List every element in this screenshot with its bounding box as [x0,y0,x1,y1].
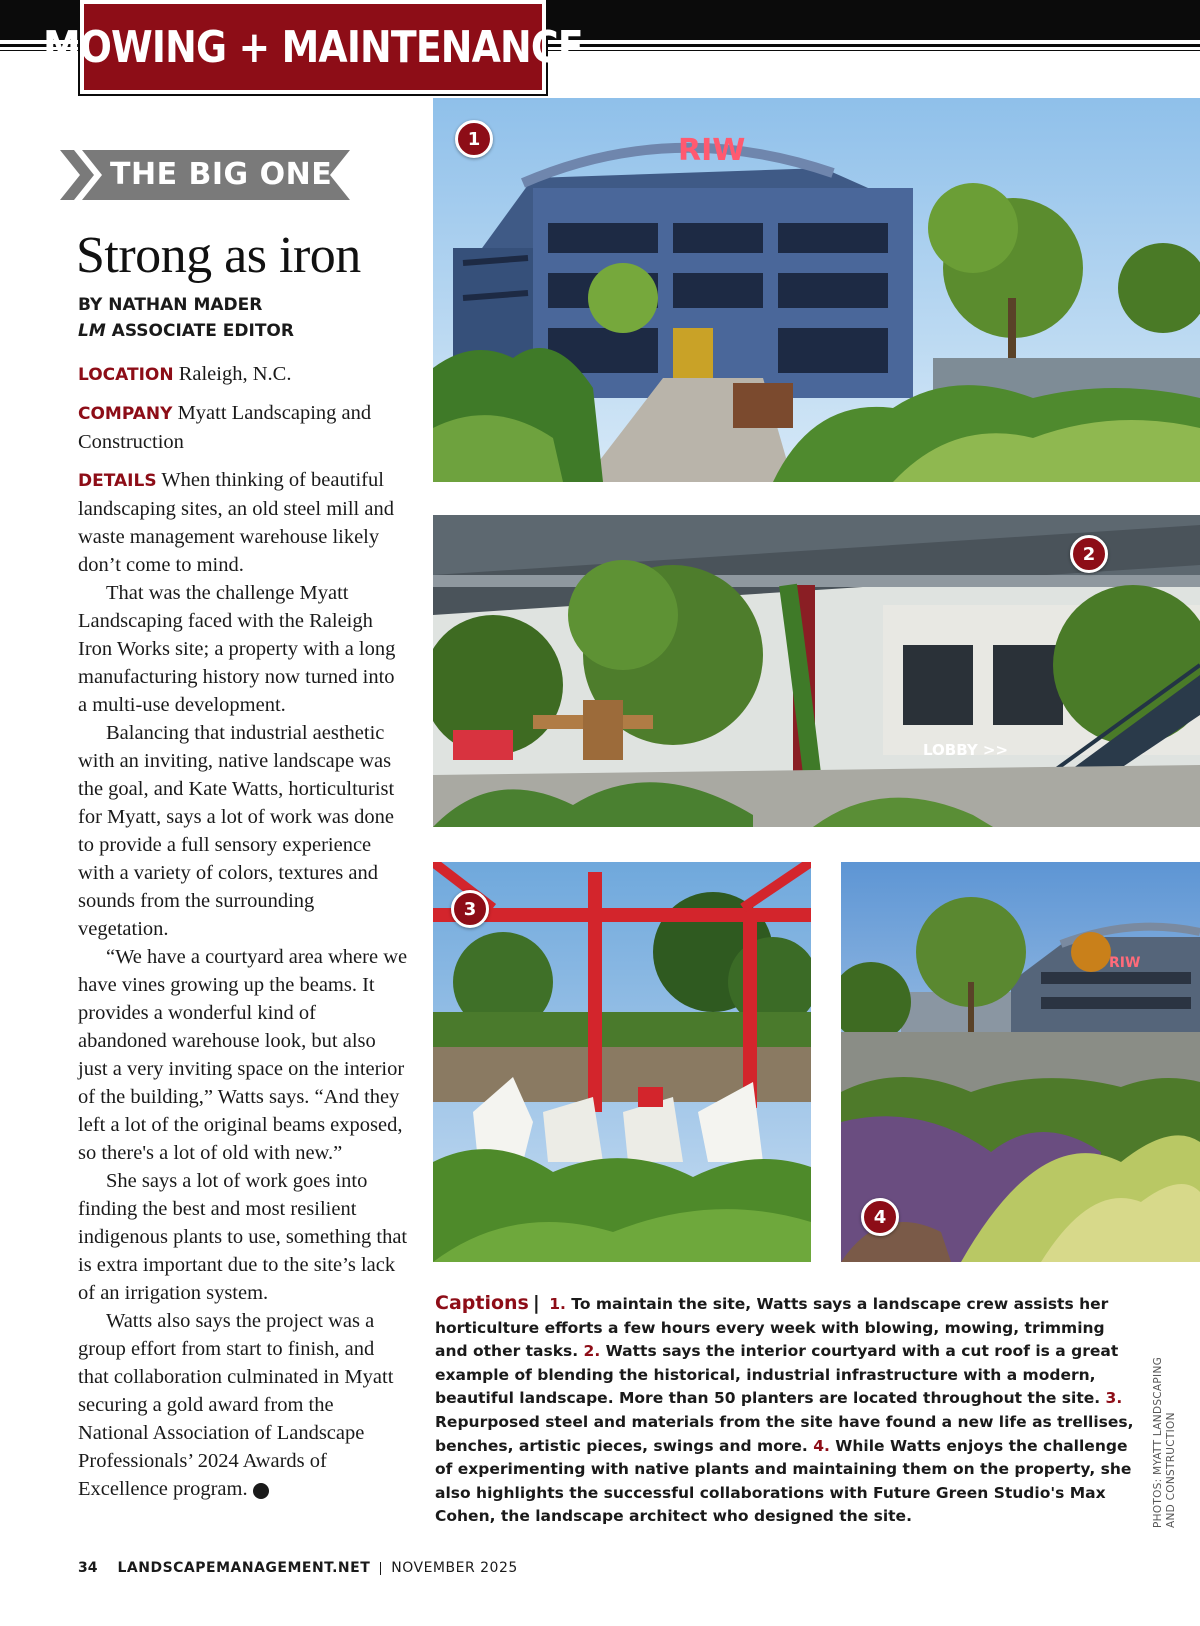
caption-text: Repurposed steel and materials from the site have found a new life as trellises, benches, artistic pieces, swings and more. [435,1412,1134,1455]
body-paragraph: That was the challenge Myatt Landscaping faced with the Raleigh Iron Works site; a property with a long manufacturing history now turned into a multi-use development. [78,582,396,716]
building-sign: RIW [1109,955,1141,971]
location-value: Raleigh, N.C. [173,363,292,385]
caption-text: Watts says the interior courtyard with a cut roof is a great example of blending the historical, industrial infrastructure with a modern, beautiful landscape. More than 50 planters are located throughout the site. [435,1342,1119,1408]
company-line [78,399,408,456]
page-footer [78,1560,518,1576]
footer-date: NOVEMBER 2025 [391,1560,518,1576]
photo-credit: PHOTOS: MYATT LANDSCAPING AND CONSTRUCTION [1152,1356,1177,1528]
photo-number-badge: 1 [455,120,493,158]
captions-separator: | [532,1292,540,1314]
captions-heading: Captions [435,1292,529,1314]
caption-number: 4. [813,1436,830,1455]
kicker-banner [60,150,350,200]
photo-3 [433,862,811,1262]
byline-author: BY NATHAN MADER [78,295,263,315]
trellis-seating-image [433,862,811,1262]
building-sign: RIW [678,133,746,168]
footer-site: LANDSCAPEMANAGEMENT.NET [117,1560,371,1576]
byline-role-rest: ASSOCIATE EDITOR [105,321,294,341]
caption-number: 3. [1105,1389,1123,1408]
body-paragraph: “We have a courtyard area where we have vines growing up the beams. It provides a wonderful kind of abandoned warehouse look, but also just a very inviting space on the interior of the building,” Watts says. “And they left a lot of the original beams exposed, so there's a lot of old with new.” [78,946,408,1164]
section-title: MOWING + MAINTENANCE [43,21,583,73]
caption-number: 1. [549,1295,566,1313]
footer-divider [380,1562,381,1575]
photo-number-badge: 3 [451,890,489,928]
caption-number: 2. [583,1342,601,1361]
caption-text: While Watts enjoys the challenge of experimenting with native plants and maintaining them on the property, she also highlights the successful collaborations with Future Green Studio's Max Cohen, the landscape architect who designed the site. [435,1436,1132,1526]
photo-2 [433,515,1200,827]
byline-role-italic: LM [78,321,106,341]
photo-4 [841,862,1200,1262]
article-body [78,360,408,1503]
end-mark-icon: LM [253,1483,269,1499]
details-label: DETAILS [78,471,157,491]
building-exterior-image [433,98,1200,482]
photo-1 [433,98,1200,482]
kicker-label: THE BIG ONE [110,157,333,192]
caption-text: To maintain the site, Watts says a landscape crew assists her horticulture efforts a few hours every week with blowing, mowing, trimming and other tasks. [435,1295,1109,1361]
body-paragraph: She says a lot of work goes into finding the best and most resilient indigenous plants to use, something that is extra important due to the site’s lack of an irrigation system. [78,1170,408,1304]
headline: Strong as iron [76,227,361,284]
location-line [78,360,408,389]
company-value: Myatt Landscaping and Construction [78,402,372,453]
byline [78,292,294,344]
photo-number-badge: 2 [1070,535,1108,573]
photo-number-badge: 4 [861,1198,899,1236]
captions-block [435,1292,1135,1529]
lobby-sign: LOBBY >> [923,741,1009,759]
body-paragraph: Balancing that industrial aesthetic with an inviting, native landscape was the goal, and Kate Watts, horticulturist for Myatt, says a lot of work was done to provide a full sensory experience with a variety of colors, textures and sounds from the surrounding vegetation. [78,722,395,940]
body-paragraph: DETAILS When thinking of beautiful landscaping sites, an old steel mill and waste management warehouse likely don’t come to mind. [78,469,394,576]
location-label: LOCATION [78,365,174,385]
company-label: COMPANY [78,404,173,424]
native-plantings-image [841,862,1200,1262]
page-number: 34 [78,1560,98,1576]
byline-role [78,318,294,344]
section-flag [43,0,583,96]
body-paragraph: Watts also says the project was a group effort from start to finish, and that collaboration culminated in Myatt securing a gold award from the National Association of Landscape Professionals’ 2024 Awards of Excellence program. LM [78,1310,394,1500]
